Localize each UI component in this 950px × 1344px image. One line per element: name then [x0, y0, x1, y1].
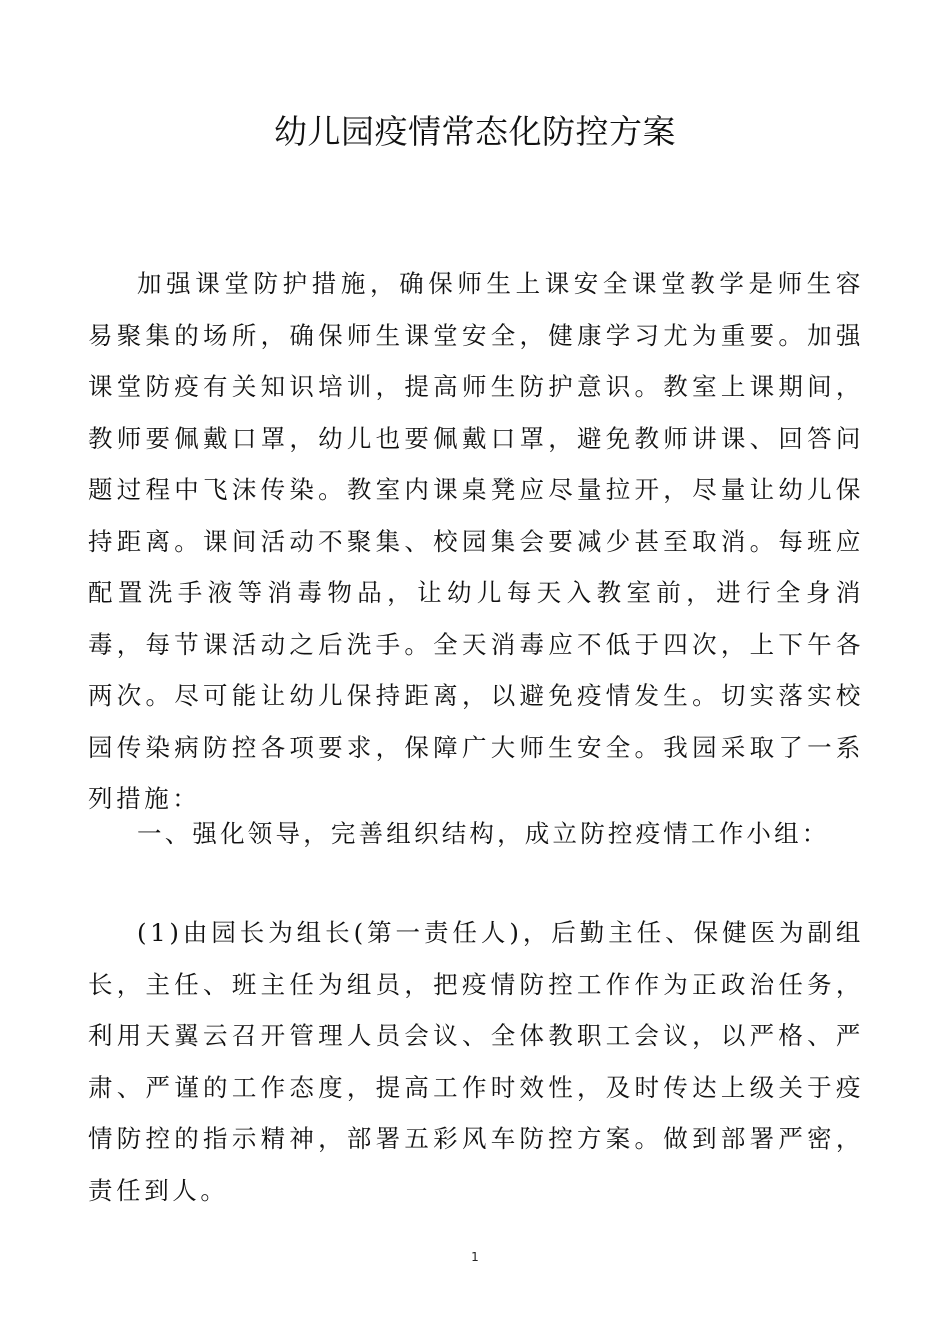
item-paragraph-1: (1)由园长为组长(第一责任人)，后勤主任、保健医为副组长，主任、班主任为组员，把疫情防控工作作为正政治任务，利用天翼云召开管理人员会议、全体教职工会议，以严格、严肃、严谨的工作态度，提高工作时效性，及时传达上级关于疫情防控的指示精神，部署五彩风车防控方案。做到部署严密，责任到人。	[88, 918, 864, 1205]
section-heading-1: 一、强化领导，完善组织结构，成立防控疫情工作小组：	[137, 819, 830, 848]
intro-paragraph: 加强课堂防护措施，确保师生上课安全课堂教学是师生容易聚集的场所，确保师生课堂安全，健康学习尤为重要。加强课堂防疫有关知识培训，提高师生防护意识。教室上课期间，教师要佩戴口罩，幼儿也要佩戴口罩，避免教师讲课、回答问题过程中飞沫传染。教室内课桌凳应尽量拉开，尽量让幼儿保持距离。课间活动不聚集、校园集会要减少甚至取消。每班应配置洗手液等消毒物品，让幼儿每天入教室前，进行全身消毒，每节课活动之后洗手。全天消毒应不低于四次，上下午各两次。尽可能让幼儿保持距离，以避免疫情发生。切实落实校园传染病防控各项要求，保障广大师生安全。我园采取了一系列措施：	[88, 269, 864, 813]
document-title: 幼儿园疫情常态化防控方案	[274, 112, 676, 151]
page-number: 1	[471, 1250, 479, 1264]
